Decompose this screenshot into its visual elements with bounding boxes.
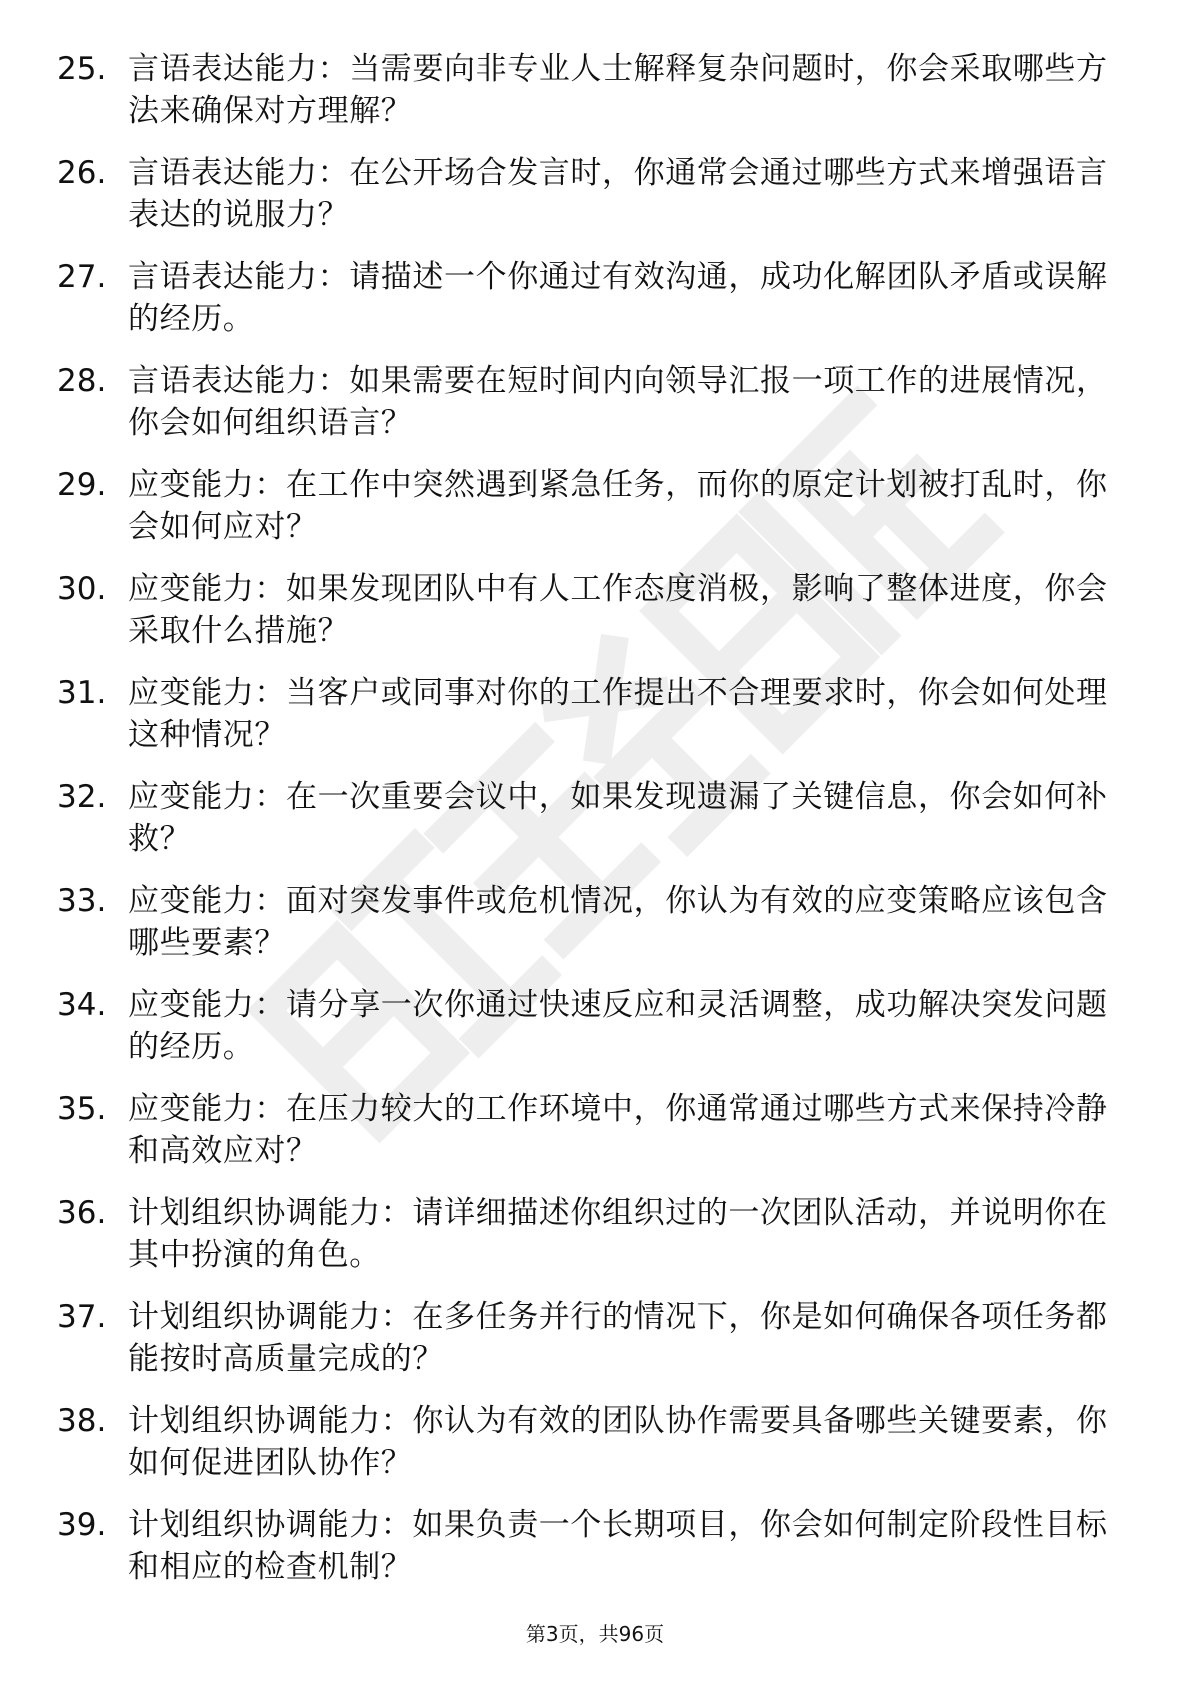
question-item <box>57 1088 1117 1192</box>
question-text: 应变能力：在工作中突然遇到紧急任务，而你的原定计划被打乱时，你会如何应对？ <box>128 467 1108 545</box>
question-list <box>57 48 1117 1608</box>
question-item <box>57 776 1117 880</box>
question-number: 30. <box>57 571 107 607</box>
question-text: 应变能力：当客户或同事对你的工作提出不合理要求时，你会如何处理这种情况？ <box>128 675 1108 753</box>
question-item <box>57 1192 1117 1296</box>
question-number: 36. <box>57 1195 107 1231</box>
question-item <box>57 672 1117 776</box>
question-item <box>57 1296 1117 1400</box>
question-text: 应变能力：如果发现团队中有人工作态度消极，影响了整体进度，你会采取什么措施？ <box>128 571 1108 649</box>
question-item <box>57 48 1117 152</box>
question-text: 计划组织协调能力：在多任务并行的情况下，你是如何确保各项任务都能按时高质量完成的？ <box>128 1299 1108 1377</box>
question-number: 39. <box>57 1507 107 1543</box>
question-number: 25. <box>57 51 107 87</box>
question-text: 言语表达能力：如果需要在短时间内向领导汇报一项工作的进展情况，你会如何组织语言？ <box>128 363 1108 441</box>
question-number: 34. <box>57 987 107 1023</box>
question-text: 应变能力：请分享一次你通过快速反应和灵活调整，成功解决突发问题的经历。 <box>128 987 1108 1065</box>
question-item <box>57 360 1117 464</box>
question-number: 32. <box>57 779 107 815</box>
question-item <box>57 256 1117 360</box>
question-text: 言语表达能力：在公开场合发言时，你通常会通过哪些方式来增强语言表达的说服力？ <box>128 155 1108 233</box>
question-item <box>57 152 1117 256</box>
question-text: 计划组织协调能力：请详细描述你组织过的一次团队活动，并说明你在其中扮演的角色。 <box>128 1195 1108 1273</box>
question-number: 31. <box>57 675 107 711</box>
question-item <box>57 464 1117 568</box>
question-text: 应变能力：在压力较大的工作环境中，你通常通过哪些方式来保持冷静和高效应对？ <box>128 1091 1108 1169</box>
question-number: 27. <box>57 259 107 295</box>
question-number: 26. <box>57 155 107 191</box>
question-number: 29. <box>57 467 107 503</box>
question-item <box>57 568 1117 672</box>
page-number: 第3页，共96页 <box>525 1622 665 1646</box>
question-text: 应变能力：在一次重要会议中，如果发现遗漏了关键信息，你会如何补救？ <box>128 779 1108 857</box>
question-number: 28. <box>57 363 107 399</box>
question-text: 应变能力：面对突发事件或危机情况，你认为有效的应变策略应该包含哪些要素？ <box>128 883 1108 961</box>
question-item <box>57 880 1117 984</box>
question-number: 38. <box>57 1403 107 1439</box>
question-item <box>57 1400 1117 1504</box>
question-text: 计划组织协调能力：你认为有效的团队协作需要具备哪些关键要素，你如何促进团队协作？ <box>128 1403 1108 1481</box>
question-item <box>57 1504 1117 1608</box>
question-text: 言语表达能力：请描述一个你通过有效沟通，成功化解团队矛盾或误解的经历。 <box>128 259 1108 337</box>
question-number: 33. <box>57 883 107 919</box>
question-item <box>57 984 1117 1088</box>
question-text: 言语表达能力：当需要向非专业人士解释复杂问题时，你会采取哪些方法来确保对方理解？ <box>128 51 1108 129</box>
question-text: 计划组织协调能力：如果负责一个长期项目，你会如何制定阶段性目标和相应的检查机制？ <box>128 1507 1108 1585</box>
question-number: 35. <box>57 1091 107 1127</box>
question-number: 37. <box>57 1299 107 1335</box>
